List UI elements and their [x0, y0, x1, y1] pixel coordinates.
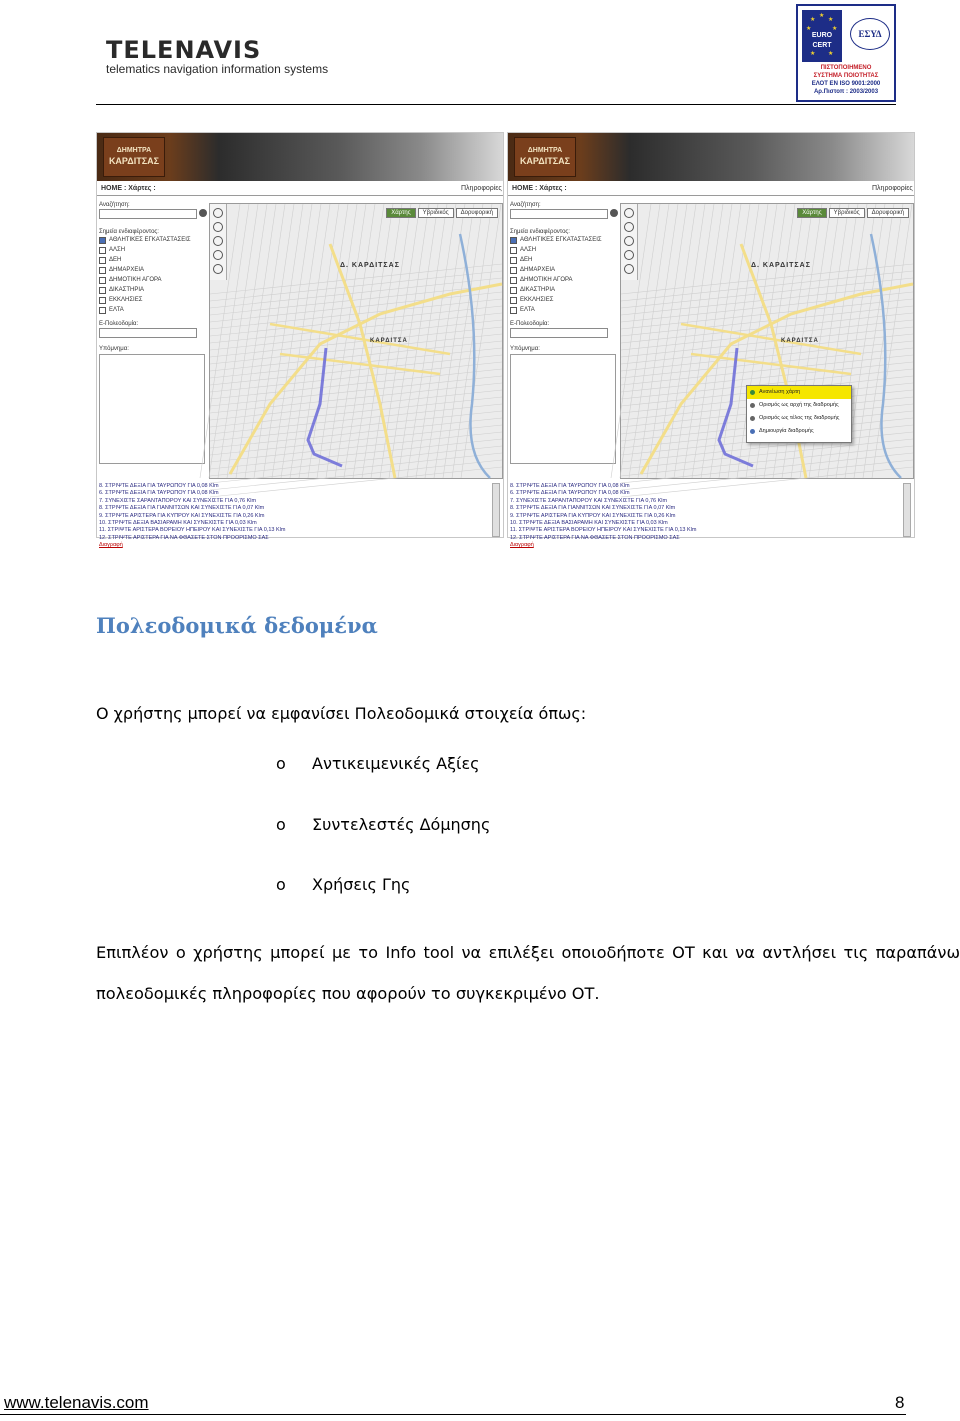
section-heading: Πολεοδομικά δεδομένα: [96, 613, 378, 638]
intro-text: Ο χρήστης μπορεί να εμφανίσει Πολεοδομικά στοιχεία όπως:: [96, 704, 587, 723]
breadcrumb-home[interactable]: HOME : Χάρτες :: [101, 185, 156, 192]
poi-item[interactable]: [99, 285, 207, 295]
legend-box: [510, 354, 616, 464]
banner-sign: ΔΗΜΗΤΡΑ ΚΑΡΔΙΤΣΑΣ: [514, 137, 576, 177]
poi-item[interactable]: [99, 265, 207, 275]
poi-item[interactable]: [99, 255, 207, 265]
directions-scrollbar[interactable]: [903, 483, 911, 537]
site-banner: [508, 133, 914, 181]
tab-map[interactable]: Χάρτης: [797, 208, 826, 218]
poi-label-text: ΔΗΜΟΤΙΚΗ ΑΓΟΡΑ: [109, 277, 162, 283]
cert-cert-label: CERT: [812, 42, 832, 49]
page-number: 8: [895, 1393, 905, 1412]
poi-checkbox[interactable]: [510, 277, 517, 284]
route-directions: [510, 483, 906, 549]
poi-item[interactable]: [510, 295, 618, 305]
map-label-center: ΚΑΡΔΙΤΣΑ: [370, 338, 408, 344]
map-screenshot-right: [507, 132, 915, 549]
refresh-icon: [750, 390, 755, 395]
eu-flag-icon: ★ ★ ★ ★ ★ EURO CERT ★ ★: [802, 10, 842, 62]
search-label: Αναζήτηση:: [99, 202, 130, 208]
poi-checkbox[interactable]: [99, 287, 106, 294]
poi-label-text: ΑΘΛΗΤΙΚΕΣ ΕΓΚΑΤΑΣΤΑΣΕΙΣ: [109, 237, 191, 243]
poi-item[interactable]: [99, 305, 207, 315]
poi-checkbox[interactable]: [99, 247, 106, 254]
route-step[interactable]: 7. ΣΥΝΕΧΙΣΤΕ ΣΑΡΑΝΤΑΠΟΡΟΥ ΚΑΙ ΣΥΝΕΧΙΣΤΕ ΓΙΑ 0,76 Klm: [99, 497, 257, 504]
context-menu-refresh[interactable]: Ανανέωση χάρτη: [747, 386, 851, 399]
route-step[interactable]: 6. ΣΤΡΙΨΤΕ ΔΕΞΙΑ ΓΙΑ ΤΑΥΡΩΠΟΥ ΓΙΑ 0,08 Klm: [510, 490, 630, 497]
poi-item[interactable]: [99, 275, 207, 285]
route-step[interactable]: 10. ΣΤΡΙΨΤΕ ΔΕΞΙΑ ΒΑΣΙΑΡΑΜΗ ΚΑΙ ΣΥΝΕΧΙΣΤΕ ΓΙΑ 0,03 Klm: [510, 520, 668, 527]
info-tool-icon[interactable]: [624, 250, 634, 260]
poi-label-text: ΕΚΚΛΗΣΙΕΣ: [520, 297, 554, 303]
route-step[interactable]: 8. ΣΤΡΙΨΤΕ ΔΕΞΙΑ ΓΙΑ ΤΑΥΡΩΠΟΥ ΓΙΑ 0,08 Klm: [510, 483, 630, 489]
search-input[interactable]: [510, 209, 608, 219]
poi-label-text: ΔΙΚΑΣΤΗΡΙΑ: [109, 287, 145, 293]
directions-scrollbar[interactable]: [492, 483, 500, 537]
context-menu-set-start[interactable]: Ορισμός ως αρχή της διαδρομής: [747, 399, 851, 412]
context-menu-set-end[interactable]: Ορισμός ως τέλος της διαδρομής: [747, 412, 851, 425]
poi-label-text: ΔΗΜΑΡΧΕΙΑ: [109, 267, 145, 273]
tab-hybrid[interactable]: Υβριδικός: [829, 208, 865, 218]
route-icon: [750, 429, 755, 434]
poi-item[interactable]: [99, 235, 207, 245]
legend-label: Υπόμνημα:: [510, 346, 540, 352]
poi-checkbox[interactable]: [99, 307, 106, 314]
iso-certificate-badge: [796, 4, 896, 102]
flag-end-icon: [750, 416, 755, 421]
map-label-center: ΚΑΡΔΙΤΣΑ: [781, 338, 819, 344]
logo-wordmark: TELENAVIS: [106, 36, 262, 64]
poi-item[interactable]: [510, 275, 618, 285]
map-screenshot-left: [96, 132, 504, 549]
map-type-tabs: [797, 208, 909, 218]
body-paragraph: Επιπλέον ο χρήστης μπορεί με το Info tool να επιλέξει οποιοδήποτε ΟΤ και να αντλήσει τις παραπάνω πολεοδομικές πληροφορίες που αφορούν το συγκεκριμένο ΟΤ.: [96, 943, 960, 1003]
poi-checkbox[interactable]: [99, 267, 106, 274]
poi-item[interactable]: [510, 245, 618, 255]
poi-item[interactable]: [510, 265, 618, 275]
search-go-icon[interactable]: [610, 209, 618, 217]
poi-checkbox[interactable]: [99, 297, 106, 304]
search-input[interactable]: [99, 209, 197, 219]
poi-item[interactable]: [510, 305, 618, 315]
zoom-out-icon[interactable]: [213, 236, 223, 246]
zoom-in-icon[interactable]: [213, 222, 223, 232]
bullet-item: Χρήσεις Γης: [312, 875, 411, 894]
map-toolbar: [621, 204, 638, 280]
bullet-item: Συντελεστές Δόμησης: [312, 815, 491, 834]
pan-tool-icon[interactable]: [624, 208, 634, 218]
info-tool-icon[interactable]: [213, 250, 223, 260]
email-select[interactable]: [99, 328, 197, 338]
poi-label-text: ΑΛΣΗ: [520, 247, 537, 253]
map-type-tabs: [386, 208, 498, 218]
logo-tagline: telematics navigation information systems: [106, 62, 329, 76]
poi-label-text: ΑΛΣΗ: [109, 247, 126, 253]
poi-item[interactable]: [99, 245, 207, 255]
tab-satellite[interactable]: Δορυφορική: [456, 208, 498, 218]
tab-map[interactable]: Χάρτης: [386, 208, 415, 218]
tab-hybrid[interactable]: Υβριδικός: [418, 208, 454, 218]
poi-checkbox[interactable]: [510, 267, 517, 274]
route-step[interactable]: 11. ΣΤΡΙΨΤΕ ΑΡΙΣΤΕΡΑ ΒΟΡΕΙΟΥ ΗΠΕΙΡΟΥ ΚΑΙ ΣΥΝΕΧΙΣΤΕ ΓΙΑ 0,13 Klm: [99, 527, 286, 534]
breadcrumb: [97, 183, 503, 196]
search-label: Αναζήτηση:: [510, 202, 541, 208]
map-view[interactable]: [209, 203, 503, 479]
legend-label: Υπόμνημα:: [99, 346, 129, 352]
zoom-out-icon[interactable]: [624, 236, 634, 246]
search-go-icon[interactable]: [199, 209, 207, 217]
map-toolbar: [210, 204, 227, 280]
map-context-menu: [746, 385, 852, 443]
zoom-in-icon[interactable]: [624, 222, 634, 232]
poi-item[interactable]: [510, 255, 618, 265]
poi-checkbox[interactable]: [510, 247, 517, 254]
poi-label: Σημεία ενδιαφέροντος:: [510, 229, 570, 235]
poi-label: Σημεία ενδιαφέροντος:: [99, 229, 159, 235]
poi-checkbox[interactable]: [99, 257, 106, 264]
breadcrumb-home[interactable]: HOME : Χάρτες :: [512, 185, 567, 192]
email-label: E-Πολεοδομία:: [99, 321, 139, 327]
poi-checkbox[interactable]: [510, 297, 517, 304]
poi-checkbox[interactable]: [99, 277, 106, 284]
banner-sign: ΔΗΜΗΤΡΑ ΚΑΡΔΙΤΣΑΣ: [103, 137, 165, 177]
poi-label-text: ΕΚΚΛΗΣΙΕΣ: [109, 297, 143, 303]
flag-start-icon: [750, 403, 755, 408]
site-banner: [97, 133, 503, 181]
poi-item[interactable]: [510, 235, 618, 245]
poi-list: [510, 235, 618, 315]
bullet-marker: o: [276, 815, 286, 834]
side-panel: [510, 199, 618, 479]
route-step[interactable]: 12. ΣΤΡΙΨΤΕ ΑΡΙΣΤΕΡΑ ΓΙΑ ΝΑ ΦΘΑΣΕΤΕ ΣΤΟΝ ΠΡΟΟΡΙΣΜΟ ΣΑΣ: [510, 534, 680, 541]
telenavis-logo: [106, 36, 328, 76]
poi-checkbox[interactable]: [510, 257, 517, 264]
poi-label-text: ΔΕΗ: [109, 257, 122, 263]
footer-rule: [0, 1414, 906, 1415]
page-header: [96, 0, 896, 105]
poi-checkbox[interactable]: [510, 237, 517, 244]
context-menu-create-route[interactable]: Δημιουργία διαδρομής: [747, 425, 851, 438]
route-step[interactable]: 12. ΣΤΡΙΨΤΕ ΑΡΙΣΤΕΡΑ ΓΙΑ ΝΑ ΦΘΑΣΕΤΕ ΣΤΟΝ ΠΡΟΟΡΙΣΜΟ ΣΑΣ: [99, 534, 269, 541]
route-step[interactable]: 8. ΣΤΡΙΨΤΕ ΔΕΞΙΑ ΓΙΑ ΤΑΥΡΩΠΟΥ ΓΙΑ 0,08 Klm: [99, 483, 219, 489]
poi-list: [99, 235, 207, 315]
pan-tool-icon[interactable]: [213, 208, 223, 218]
route-step[interactable]: 6. ΣΤΡΙΨΤΕ ΔΕΞΙΑ ΓΙΑ ΤΑΥΡΩΠΟΥ ΓΙΑ 0,08 Klm: [99, 490, 219, 497]
tab-satellite[interactable]: Δορυφορική: [867, 208, 909, 218]
route-step[interactable]: 10. ΣΤΡΙΨΤΕ ΔΕΞΙΑ ΒΑΣΙΑΡΑΜΗ ΚΑΙ ΣΥΝΕΧΙΣΤΕ ΓΙΑ 0,03 Klm: [99, 520, 257, 527]
info-link[interactable]: Πληροφορίες: [872, 185, 913, 192]
route-tool-icon[interactable]: [624, 264, 634, 274]
route-step[interactable]: 9. ΣΤΡΙΨΤΕ ΑΡΙΣΤΕΡΑ ΓΙΑ ΚΥΠΡΟΥ ΚΑΙ ΣΥΝΕΧΙΣΤΕ ΓΙΑ 0,26 Klm: [99, 512, 265, 519]
info-link[interactable]: Πληροφορίες: [461, 185, 502, 192]
route-step[interactable]: 9. ΣΤΡΙΨΤΕ ΑΡΙΣΤΕΡΑ ΓΙΑ ΚΥΠΡΟΥ ΚΑΙ ΣΥΝΕΧΙΣΤΕ ΓΙΑ 0,26 Klm: [510, 512, 676, 519]
delete-route-link[interactable]: Διαγραφή: [510, 542, 534, 549]
poi-label-text: ΔΗΜΑΡΧΕΙΑ: [520, 267, 556, 273]
poi-label-text: ΔΕΗ: [520, 257, 533, 263]
map-label-municipality: Δ. ΚΑΡΔΙΤΣΑΣ: [340, 262, 400, 269]
bullet-marker: o: [276, 875, 286, 894]
bullet-marker: o: [276, 754, 286, 773]
map-label-municipality: Δ. ΚΑΡΔΙΤΣΑΣ: [751, 262, 811, 269]
cert-euro-label: EURO: [811, 32, 833, 39]
cert-text: ΠΙΣΤΟΠΟΙΗΜΕΝΟ ΣΥΣΤΗΜΑ ΠΟΙΟΤΗΤΑΣ ΕΛΟΤ EN ISO 9001:2000 Αρ.Πιστοπ : 2003/2003: [811, 65, 881, 95]
poi-item[interactable]: [99, 295, 207, 305]
esyd-seal: ΕΣΥΔ: [850, 18, 890, 50]
poi-checkbox[interactable]: [510, 307, 517, 314]
email-select[interactable]: [510, 328, 608, 338]
bullet-item: Αντικειμενικές Αξίες: [312, 754, 480, 773]
route-step[interactable]: 8. ΣΤΡΙΨΤΕ ΔΕΞΙΑ ΓΙΑ ΓΙΑΝΝΙΤΣΩΝ ΚΑΙ ΣΥΝΕΧΙΣΤΕ ΓΙΑ 0,07 Klm: [99, 505, 265, 512]
route-step[interactable]: 8. ΣΤΡΙΨΤΕ ΔΕΞΙΑ ΓΙΑ ΓΙΑΝΝΙΤΣΩΝ ΚΑΙ ΣΥΝΕΧΙΣΤΕ ΓΙΑ 0,07 Klm: [510, 505, 676, 512]
email-label: E-Πολεοδομία:: [510, 321, 550, 327]
poi-label-text: ΑΘΛΗΤΙΚΕΣ ΕΓΚΑΤΑΣΤΑΣΕΙΣ: [520, 237, 602, 243]
route-tool-icon[interactable]: [213, 264, 223, 274]
route-directions: [99, 483, 495, 549]
poi-label-text: ΕΛΤΑ: [520, 307, 535, 313]
poi-checkbox[interactable]: [510, 287, 517, 294]
poi-item[interactable]: [510, 285, 618, 295]
route-step[interactable]: 7. ΣΥΝΕΧΙΣΤΕ ΣΑΡΑΝΤΑΠΟΡΟΥ ΚΑΙ ΣΥΝΕΧΙΣΤΕ ΓΙΑ 0,76 Klm: [510, 497, 668, 504]
side-panel: [99, 199, 207, 479]
poi-label-text: ΔΗΜΟΤΙΚΗ ΑΓΟΡΑ: [520, 277, 573, 283]
poi-label-text: ΕΛΤΑ: [109, 307, 124, 313]
route-step[interactable]: 11. ΣΤΡΙΨΤΕ ΑΡΙΣΤΕΡΑ ΒΟΡΕΙΟΥ ΗΠΕΙΡΟΥ ΚΑΙ ΣΥΝΕΧΙΣΤΕ ΓΙΑ 0,13 Klm: [510, 527, 697, 534]
breadcrumb: [508, 183, 914, 196]
footer-website-link[interactable]: www.telenavis.com: [4, 1393, 149, 1412]
legend-box: [99, 354, 205, 464]
poi-label-text: ΔΙΚΑΣΤΗΡΙΑ: [520, 287, 556, 293]
poi-checkbox[interactable]: [99, 237, 106, 244]
delete-route-link[interactable]: Διαγραφή: [99, 542, 123, 549]
map-streets: [210, 204, 502, 478]
